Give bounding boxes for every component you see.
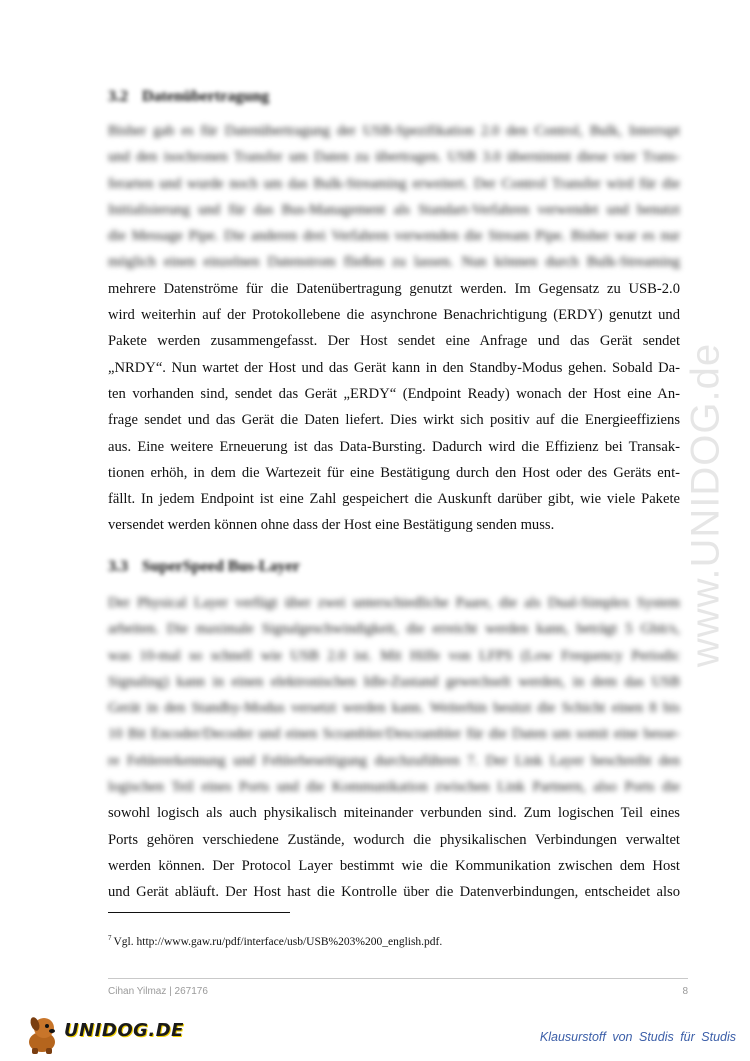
text-line: und den isochronen Transfer um Daten zu übertragen. USB 3.0 übernimmt diese vier Trans- (108, 149, 680, 166)
text-line: wird weiterhin auf der Protokollebene die asynchrone Benachrichtigung (ERDY) genutzt und (108, 307, 680, 324)
text-line: und Gerät abläuft. Der Host hast die Kontrolle über die Datenverbindungen, entscheidet also (108, 884, 680, 901)
text-line: ferarten und wurde noch um das Bulk-Streaming erweitert. Der Control Transfer wird für die (108, 175, 680, 192)
footer-author: Cihan Yilmaz | 267176 (108, 986, 208, 997)
paragraph-3-2 (108, 118, 680, 539)
text-line: re Fehlererkennung und Fehlerbeseitigung durchzuführen 7. Der Link Layer beschreibt den (108, 752, 680, 769)
section-title: SuperSpeed Bus-Layer (142, 558, 300, 575)
text-line: frage sendet und das Gerät die Daten liefert. Dies wirkt sich positiv auf die Energieeffiziens (108, 412, 680, 429)
unidog-logo (22, 1012, 184, 1056)
section-number: 3.2 (108, 88, 128, 105)
section-title: Datenübertragung (142, 88, 270, 105)
section-heading-3-3 (108, 558, 300, 576)
text-line: Der Physical Layer verfügt über zwei unterschiedliche Paare, die als Dual-Simplex System (108, 595, 680, 611)
text-line: 10 Bit Encoder/Decoder und einen Scrambler/Descrambler für die Daten um somit eine besse- (108, 726, 680, 743)
text-line: Pakete werden zusammengefasst. Der Host sendet eine Anfrage und das Gerät sendet (108, 333, 680, 350)
dog-mascot-icon (22, 1012, 66, 1056)
footnote-text: Vgl. http://www.gaw.ru/pdf/interface/usb/USB%203%200_english.pdf. (113, 935, 443, 948)
text-line: sowohl logisch als auch physikalisch miteinander verbunden sind. Zum logischen Teil eines (108, 805, 680, 822)
text-line: mehrere Datenströme für die Datenübertragung genutzt werden. Im Gegensatz zu USB-2.0 (108, 280, 680, 297)
watermark (683, 270, 728, 740)
blurred-text-block (108, 590, 680, 800)
text-line: versendet werden können ohne dass der Host eine Bestätigung senden muss. (108, 517, 555, 534)
section-number: 3.3 (108, 558, 128, 575)
text-line: „NRDY“. Nun wartet der Host und das Gerät kann in den Standby-Modus gehen. Sobald Da- (108, 359, 680, 376)
watermark-text: www.UNIDOG.de (683, 342, 728, 668)
brand-tagline: Klausurstoff von Studis für Studis (539, 1030, 736, 1044)
paragraph-3-3 (108, 590, 680, 906)
text-line: logischen Teil eines Ports und die Kommunikation zwischen Link Partnern, also Ports die (108, 779, 680, 796)
text-line: die Message Pipe. Die anderen drei Verfahren verwenden die Stream Pipe. Bisher war es nur (108, 228, 680, 245)
text-line: fällt. In jedem Endpoint ist eine Zahl gespeichert die Auskunft darüber gibt, wie viele Pakete (108, 491, 680, 508)
clear-text-block (108, 276, 680, 539)
text-line: Signaling) kann in einen elektronischen Idle-Zustand gewechselt werden, in dem das USB (108, 673, 680, 690)
blurred-text-block (108, 118, 680, 276)
text-line: werden können. Der Protocol Layer bestimmt wie die Kommunikation zwischen dem Host (108, 857, 680, 874)
footnote-divider (108, 912, 290, 913)
text-line: was 10-mal so schnell wie USB 2.0 ist. Mit Hilfe von LFPS (Low Frequency Periodic (108, 647, 680, 664)
section-heading-3-2 (108, 88, 269, 106)
text-line: aus. Eine weitere Erneuerung ist das Data-Bursting. Dadurch wird die Effizienz bei Transak- (108, 438, 680, 455)
text-line: ten vorhanden sind, sendet das Gerät „ERDY“ (Endpoint Ready) wonach der Host eine An- (108, 385, 680, 402)
text-line: möglich einen einzelnen Datenstrom fließen zu lassen. Nun können durch Bulk-Streaming (108, 254, 680, 271)
logo-wordmark: UNIDOG.DE (64, 1020, 184, 1041)
text-line: tionen erhöh, in dem die Wartezeit für eine Bestätigung durch den Host oder des Geräts ent- (108, 464, 680, 481)
text-line: Initialisierung und für das Bus-Management als Standart-Verfahren verwendet und benutzt (108, 201, 680, 218)
footnote (108, 934, 442, 948)
text-line: Gerät in den Standby-Modus versetzt werden kann. Weiterhin besitzt die Schicht einen 8 bis (108, 700, 680, 717)
page-number: 8 (682, 986, 688, 997)
text-line: Bisher gab es für Datenübertragung der USB-Spezifikation 2.0 den Control, Bulk, Interrupt (108, 123, 680, 139)
text-line: arbeiten. Die maximale Signalgeschwindigkeit, die erreicht werden kann, beträgt 5 Gbit/s, (108, 621, 680, 638)
footnote-marker: 7 (108, 934, 112, 942)
text-line: Ports gehören verschiedene Zustände, wodurch die physikalischen Verbindungen verwaltet (108, 831, 680, 848)
footer-divider (108, 978, 688, 979)
clear-text-block (108, 800, 680, 905)
